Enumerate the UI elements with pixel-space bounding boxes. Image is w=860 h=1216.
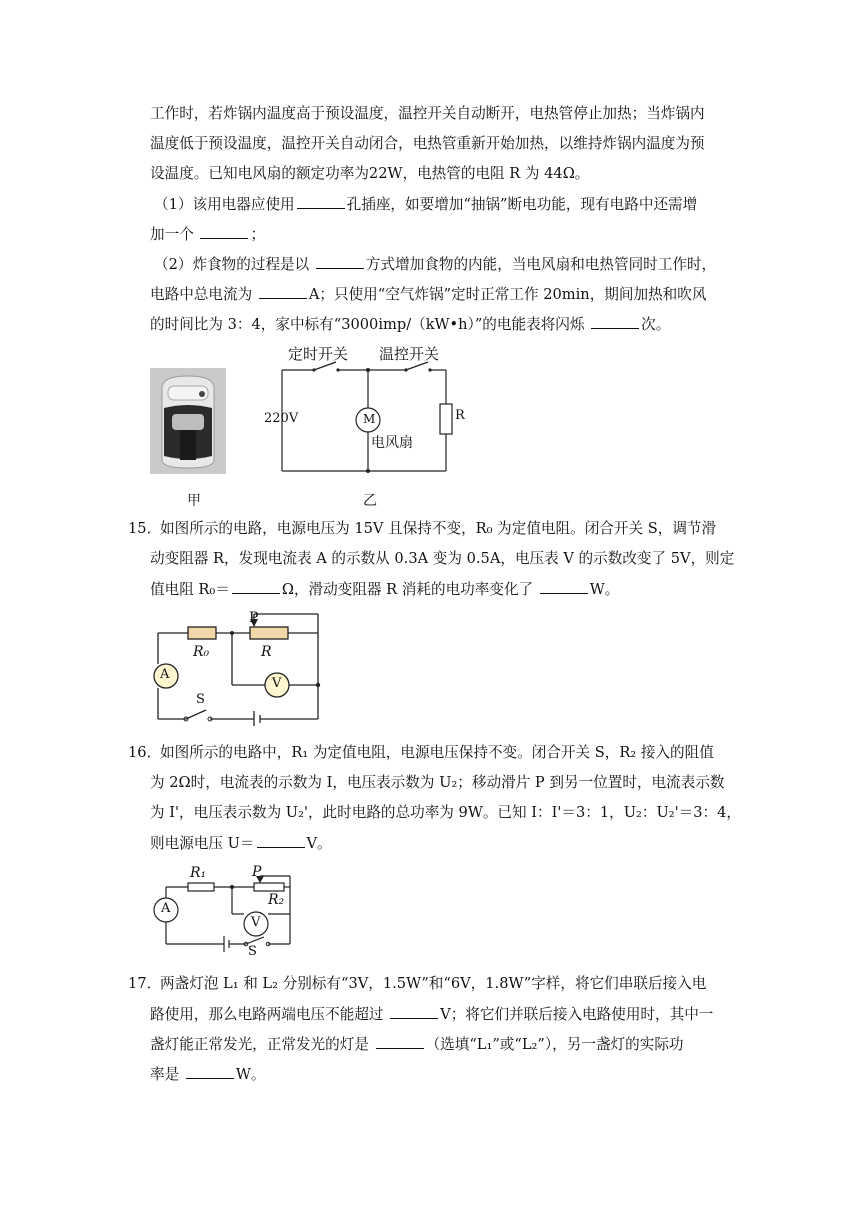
q14-part1-line-1: （1）该用电器应使用 孔插座，如要增加“抽锅”断电功能，现有电路中还需增 — [154, 196, 698, 213]
answer-blank[interactable] — [297, 194, 345, 209]
q15-ammeter-label: A — [160, 667, 170, 682]
q15-line-2: 动变阻器 R，发现电流表 A 的示数从 0.3A 变为 0.5A，电压表 V 的示数改变了 5V，则定 — [150, 550, 735, 567]
q14-line-1: 工作时，若炸锅内温度高于预设温度，温控开关自动断开，电热管停止加热；当炸锅内 — [150, 105, 705, 122]
q15-switch-label: S — [196, 692, 205, 707]
q17-line-4: 率是 W。 — [150, 1066, 266, 1083]
fan-label: 电风扇 — [371, 435, 413, 451]
q16-circuit-diagram — [150, 860, 300, 960]
answer-blank[interactable] — [376, 1034, 424, 1049]
timer-switch-label: 定时开关 — [288, 345, 349, 363]
q14-part2-line-3: 的时间比为 3：4，家中标有“3000imp/（kW•h）”的电能表将闪烁 次。 — [150, 316, 671, 333]
q15-voltmeter-label: V — [272, 676, 282, 691]
answer-blank[interactable] — [186, 1064, 234, 1079]
answer-blank[interactable] — [200, 224, 248, 239]
q15-line-1: 如图所示的电路，电源电压为 15V 且保持不变，R₀ 为定值电阻。闭合开关 S，调节滑 — [160, 520, 717, 537]
answer-blank[interactable] — [232, 579, 280, 594]
q16-r2-label: R₂ — [268, 892, 285, 908]
q16-switch-label: S — [248, 944, 257, 959]
figure-label-yi: 乙 — [363, 493, 377, 509]
air-fryer-photo — [150, 368, 226, 474]
q15-line-3: 值电阻 R₀＝ Ω，滑动变阻器 R 消耗的电功率变化了 W。 — [150, 581, 620, 598]
answer-blank[interactable] — [259, 284, 307, 299]
answer-blank[interactable] — [540, 579, 588, 594]
answer-blank[interactable] — [390, 1004, 438, 1019]
q15-slider-p-label: P — [249, 610, 259, 626]
q17-line-1: 两盏灯泡 L₁ 和 L₂ 分别标有“3V，1.5W”和“6V，1.8W”字样，将它们串联后接入电 — [160, 975, 707, 992]
q14-part1-line-2: 加一个 ； — [150, 226, 266, 243]
q16-number: 16． — [128, 744, 162, 761]
heater-resistor-label: R — [455, 408, 465, 423]
q16-r1-label: R₁ — [190, 865, 207, 881]
thermostat-switch-label: 温控开关 — [379, 345, 440, 363]
q15-circuit-diagram — [150, 606, 330, 726]
q14-line-2: 温度低于预设温度，温控开关自动闭合，电热管重新开始加热，以维持炸锅内温度为预 — [150, 135, 705, 152]
q14-part2-line-1: （2）炸食物的过程是以 方式增加食物的内能，当电风扇和电热管同时工作时， — [154, 256, 717, 273]
q16-line-2: 为 2Ω时，电流表的示数为 I，电压表示数为 U₂；移动滑片 P 到另一位置时，电流表示数 — [150, 774, 725, 791]
q17-number: 17． — [128, 975, 162, 992]
q16-ammeter-label: A — [161, 901, 171, 916]
q17-line-2: 路使用，那么电路两端电压不能超过 V；将它们并联后接入电路使用时，其中一 — [150, 1006, 714, 1023]
motor-symbol-label: M — [363, 412, 376, 426]
q15-r-label: R — [261, 644, 272, 660]
q14-part2-line-2: 电路中总电流为 A；只使用“空气炸锅”定时正常工作 20min，期间加热和吹风 — [150, 286, 707, 303]
answer-blank[interactable] — [591, 314, 639, 329]
q17-line-3: 盏灯能正常发光，正常发光的灯是 （选填“L₁”或“L₂”），另一盏灯的实际功 — [150, 1036, 684, 1053]
q16-line-3: 为 I'，电压表示数为 U₂'，此时电路的总功率为 9W。已知 I：I'＝3：1，U₂：U₂'＝3：4， — [150, 804, 741, 821]
answer-blank[interactable] — [257, 833, 305, 848]
q14-line-3: 设温度。已知电风扇的额定功率为22W，电热管的电阻 R 为 44Ω。 — [150, 165, 590, 182]
q15-r0-label: R₀ — [193, 644, 210, 660]
q15-number: 15． — [128, 520, 162, 537]
voltage-label: 220V — [264, 411, 299, 426]
answer-blank[interactable] — [316, 254, 364, 269]
q16-slider-p-label: P — [252, 864, 262, 880]
figure-label-jia: 甲 — [187, 493, 201, 509]
q16-voltmeter-label: V — [251, 915, 261, 930]
q16-line-4: 则电源电压 U＝ V。 — [150, 835, 332, 852]
q16-line-1: 如图所示的电路中，R₁ 为定值电阻，电源电压保持不变。闭合开关 S，R₂ 接入的阻值 — [160, 744, 714, 761]
